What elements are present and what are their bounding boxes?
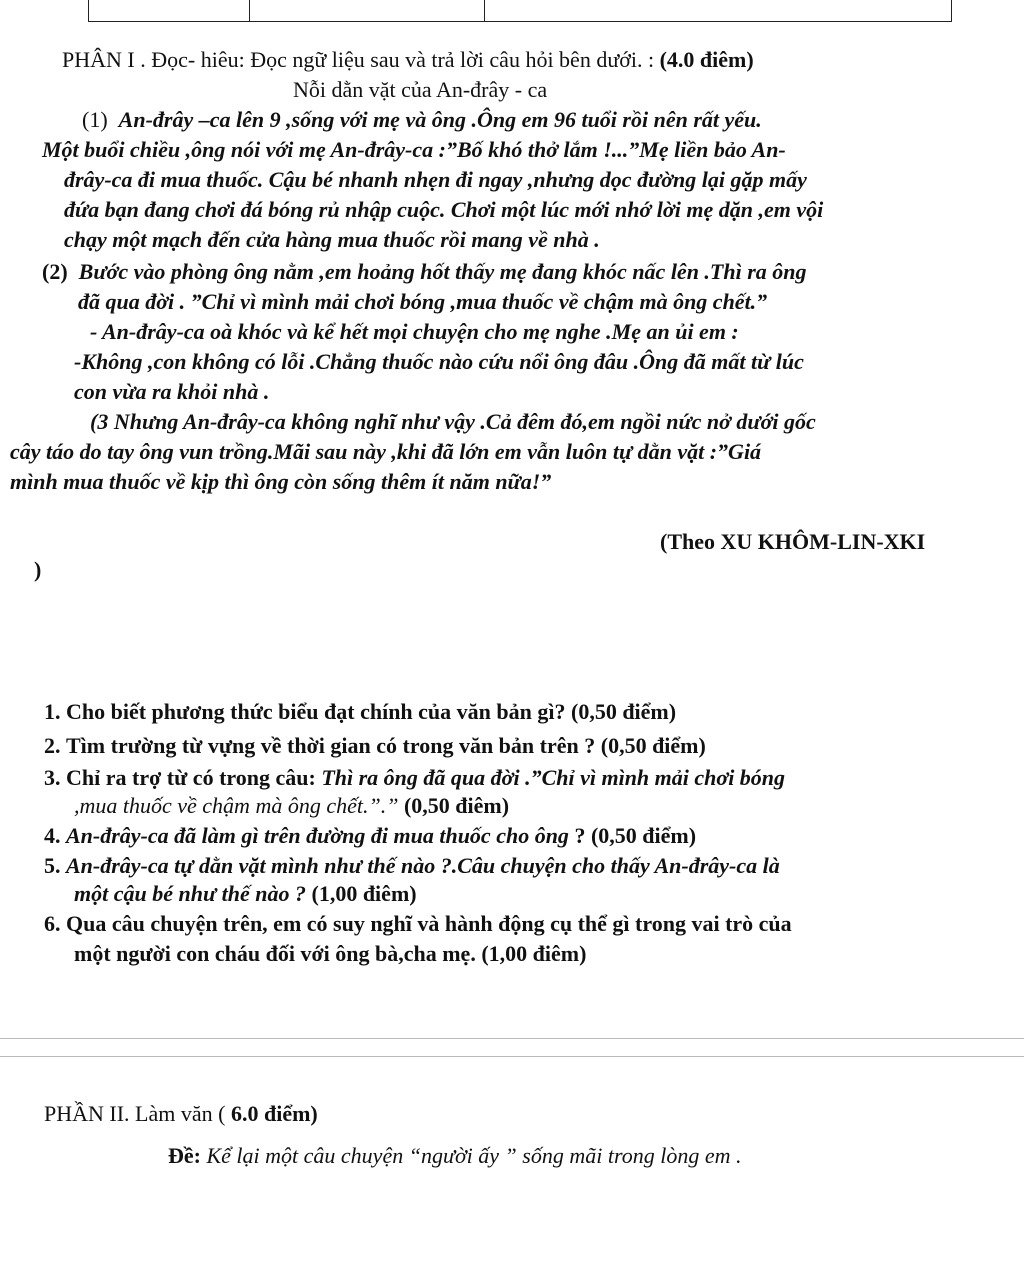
- paragraph-2-line: con vừa ra khỏi nhà .: [74, 379, 270, 404]
- essay-topic: [168, 1142, 741, 1170]
- question-points: (0,50 điêm): [398, 793, 510, 818]
- question-text: Cho biết phương thức biểu đạt chính của văn bản gì? (0,50 điểm): [66, 699, 677, 724]
- source-citation: (Theo XU KHÔM-LIN-XKI: [660, 529, 926, 554]
- paragraph-2-line: - An-đrây-ca oà khóc và kể hết mọi chuyện cho mẹ nghe .Mẹ an ủi em :: [90, 319, 739, 344]
- paragraph-1-line: đrây-ca đi mua thuốc. Cậu bé nhanh nhẹn đi ngay ,nhưng dọc đường lại gặp mấy: [64, 167, 807, 192]
- paragraph-text: Bước vào phòng ông nằm ,em hoảng hốt thấy mẹ đang khóc nấc lên .Thì ra ông: [78, 259, 807, 284]
- question-4: [44, 822, 696, 850]
- question-5: [44, 852, 780, 880]
- topic-label: Đề:: [168, 1143, 201, 1168]
- question-text: Tìm trường từ vựng về thời gian có trong văn bản trên ? (0,50 điểm): [66, 733, 706, 758]
- question-text: Qua câu chuyện trên, em có suy nghĩ và hành động cụ thể gì trong vai trò của: [66, 911, 792, 936]
- question-points: (1,00 điêm): [306, 881, 417, 906]
- question-quote: Thì ra ông đã qua đời .”Chỉ vì mình mải chơi bóng: [321, 765, 786, 790]
- part2-heading: [44, 1100, 318, 1128]
- source-citation-close: ): [34, 557, 42, 582]
- part1-heading-text: PHÂN I . Đọc- hiêu: Đọc ngữ liệu sau và trả lời câu hỏi bên dưới. :: [62, 47, 660, 72]
- paragraph-number: (1): [82, 107, 108, 132]
- paragraph-3-line: mình mua thuốc về kịp thì ông còn sống thêm ít năm nữa!”: [10, 469, 552, 494]
- question-number: 5.: [44, 853, 61, 878]
- table-divider: [249, 0, 250, 21]
- question-points: ? (0,50 điểm): [568, 823, 697, 848]
- question-1: [44, 698, 676, 726]
- question-number: 2.: [44, 733, 61, 758]
- part1-heading: [62, 46, 754, 74]
- question-number: 6.: [44, 911, 61, 936]
- question-number: 1.: [44, 699, 61, 724]
- paragraph-1-line: Một buổi chiều ,ông nói với mẹ An-đrây-ca :”Bố khó thở lắm !...”Mẹ liền bảo An-: [42, 137, 786, 162]
- part2-heading-text: PHẦN II. Làm văn (: [44, 1101, 231, 1126]
- paragraph-number: (2): [42, 259, 68, 284]
- paragraph-3-line: (3 Nhưng An-đrây-ca không nghĩ như vậy .Cả đêm đó,em ngồi nức nở dưới gốc: [90, 409, 816, 434]
- paragraph-1-line: đứa bạn đang chơi đá bóng rủ nhập cuộc. Chơi một lúc mới nhớ lời mẹ dặn ,em vội: [64, 197, 824, 222]
- paragraph-2-line: đã qua đời . ”Chỉ vì mình mải chơi bóng ,mua thuốc về chậm mà ông chết.”: [78, 289, 768, 314]
- question-number: 3.: [44, 765, 61, 790]
- question-6: [44, 910, 792, 938]
- paragraph-1-line: chạy một mạch đến cửa hàng mua thuốc rồi mang về nhà .: [64, 227, 600, 252]
- paragraph-3-line: cây táo do tay ông vun trồng.Mãi sau này ,khi đã lớn em vẫn luôn tự dằn vặt :”Giá: [10, 439, 762, 464]
- header-table-fragment: [88, 0, 952, 22]
- divider: [0, 1038, 1024, 1039]
- paragraph-1-line: [82, 106, 762, 134]
- part1-points: (4.0 điêm): [659, 47, 754, 72]
- paragraph-text: An-đrây –ca lên 9 ,sống với mẹ và ông .Ông em 96 tuổi rồi nên rất yếu.: [118, 107, 762, 132]
- question-text: một cậu bé như thế nào ?: [74, 881, 306, 906]
- question-5-cont: [74, 880, 417, 908]
- question-3-cont: [74, 792, 509, 820]
- table-divider: [484, 0, 485, 21]
- part2-points: 6.0 điểm): [230, 1101, 318, 1126]
- question-number: 4.: [44, 823, 61, 848]
- question-text: An-đrây-ca đã làm gì trên đường đi mua thuốc cho ông: [66, 823, 569, 848]
- divider: [0, 1056, 1024, 1057]
- topic-text: Kể lại một câu chuyện “người ấy ” sống mãi trong lòng em .: [200, 1143, 742, 1168]
- paragraph-2-line: -Không ,con không có lỗi .Chẳng thuốc nào cứu nổi ông đâu .Ông đã mất từ lúc: [74, 349, 804, 374]
- question-6-cont: một người con cháu đối với ông bà,cha mẹ. (1,00 điêm): [74, 941, 587, 966]
- question-text: An-đrây-ca tự dằn vặt mình như thế nào ?.Câu chuyện cho thấy An-đrây-ca là: [66, 853, 780, 878]
- question-3: [44, 764, 785, 792]
- question-2: [44, 732, 706, 760]
- paragraph-2-line: [42, 258, 807, 286]
- question-text: Chỉ ra trợ từ có trong câu:: [66, 765, 322, 790]
- question-quote: ,mua thuốc về chậm mà ông chết.”.”: [74, 793, 399, 818]
- story-title: Nỗi dằn vặt của An-đrây - ca: [293, 77, 548, 102]
